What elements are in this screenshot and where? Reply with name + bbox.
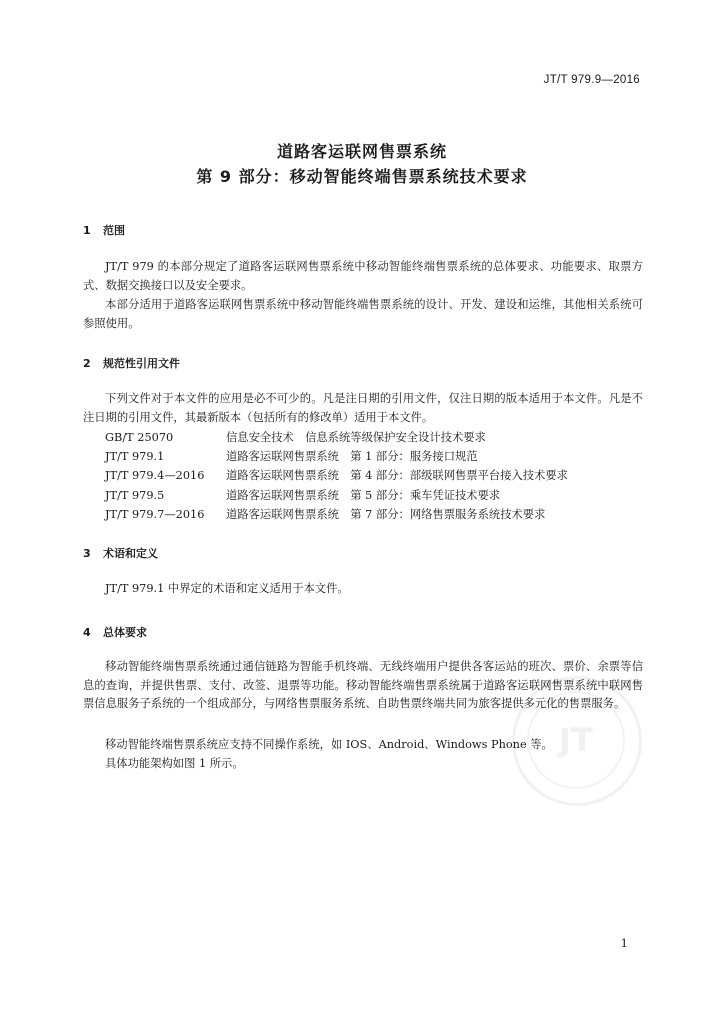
reference-code: JT/T 979.5 (105, 488, 165, 502)
section-4-paragraph-2 (83, 736, 643, 755)
paragraph-text: 移动智能终端售票系统应支持不同操作系统，如 IOS、Android、Windows Phone 等。 (105, 738, 553, 751)
section-2-paragraph-1 (83, 390, 643, 427)
watermark-seal-text: JT (527, 691, 625, 789)
section-title: 规范性引用文件 (103, 357, 180, 370)
section-1-paragraph-1 (83, 258, 643, 295)
reference-title: 道路客运联网售票系统 第 5 部分：乘车凭证技术要求 (226, 488, 501, 502)
section-number: 2 (83, 357, 91, 370)
section-1-paragraph-2 (83, 296, 643, 333)
reference-code: JT/T 979.4—2016 (105, 469, 205, 483)
section-2-heading (83, 355, 180, 371)
paragraph-text: 本部分适用于道路客运联网售票系统中移动智能终端售票系统的设计、开发、建设和运维，其他相关系统可参照使用。 (83, 298, 643, 330)
reference-item (105, 447, 568, 466)
section-4-paragraph-1 (83, 658, 643, 714)
reference-title: 道路客运联网售票系统 第 4 部分：部级联网售票平台接入技术要求 (226, 469, 568, 483)
reference-code: GB/T 25070 (105, 431, 174, 444)
section-3-heading (83, 545, 158, 561)
document-title-line2: 第 9 部分：移动智能终端售票系统技术要求 (196, 167, 528, 186)
section-4-heading (83, 624, 147, 640)
standard-code-header: JT/T 979.9—2016 (543, 74, 640, 86)
section-4-paragraph-3 (83, 755, 643, 774)
reference-item (105, 428, 568, 447)
document-title-line1: 道路客运联网售票系统 (276, 142, 447, 161)
page-number: 1 (620, 936, 628, 950)
reference-item (105, 466, 568, 485)
reference-code: JT/T 979.7—2016 (105, 507, 205, 521)
section-title: 范围 (103, 224, 125, 237)
reference-title: 道路客运联网售票系统 第 7 部分：网络售票服务系统技术要求 (226, 507, 546, 521)
paragraph-text: JT/T 979.1 中界定的术语和定义适用于本文件。 (105, 582, 349, 595)
paragraph-text: 下列文件对于本文件的应用是必不可少的。凡是注日期的引用文件，仅注日期的版本适用于本文件。凡是不注日期的引用文件，其最新版本（包括所有的修改单）适用于本文件。 (83, 392, 643, 424)
reference-item (105, 505, 568, 524)
paragraph-text: 具体功能架构如图 1 所示。 (105, 757, 244, 770)
section-title: 总体要求 (103, 626, 147, 639)
normative-references-list (105, 428, 568, 524)
reference-title: 信息安全技术 信息系统等级保护安全设计技术要求 (226, 431, 486, 444)
reference-item (105, 486, 568, 505)
paragraph-text: JT/T 979 的本部分规定了道路客运联网售票系统中移动智能终端售票系统的总体要求、功能要求、取票方式、数据交换接口以及安全要求。 (83, 260, 643, 292)
reference-title: 道路客运联网售票系统 第 1 部分：服务接口规范 (226, 450, 478, 464)
section-number: 4 (83, 626, 91, 639)
section-3-paragraph-1 (83, 580, 643, 599)
paragraph-text: 移动智能终端售票系统通过通信链路为智能手机终端、无线终端用户提供各客运站的班次、票价、余票等信息的查询，并提供售票、支付、改签、退票等功能。移动智能终端售票系统属于道路客运联网售票系统中联网售票信息服务子系统的一个组成部分，与网络售票服务系统、自助售票终端共同为旅客提供多元化的售票服务。 (83, 660, 643, 710)
section-title: 术语和定义 (103, 547, 158, 560)
reference-code: JT/T 979.1 (105, 450, 165, 464)
section-number: 1 (83, 224, 91, 237)
section-1-heading (83, 222, 125, 238)
section-number: 3 (83, 547, 91, 560)
